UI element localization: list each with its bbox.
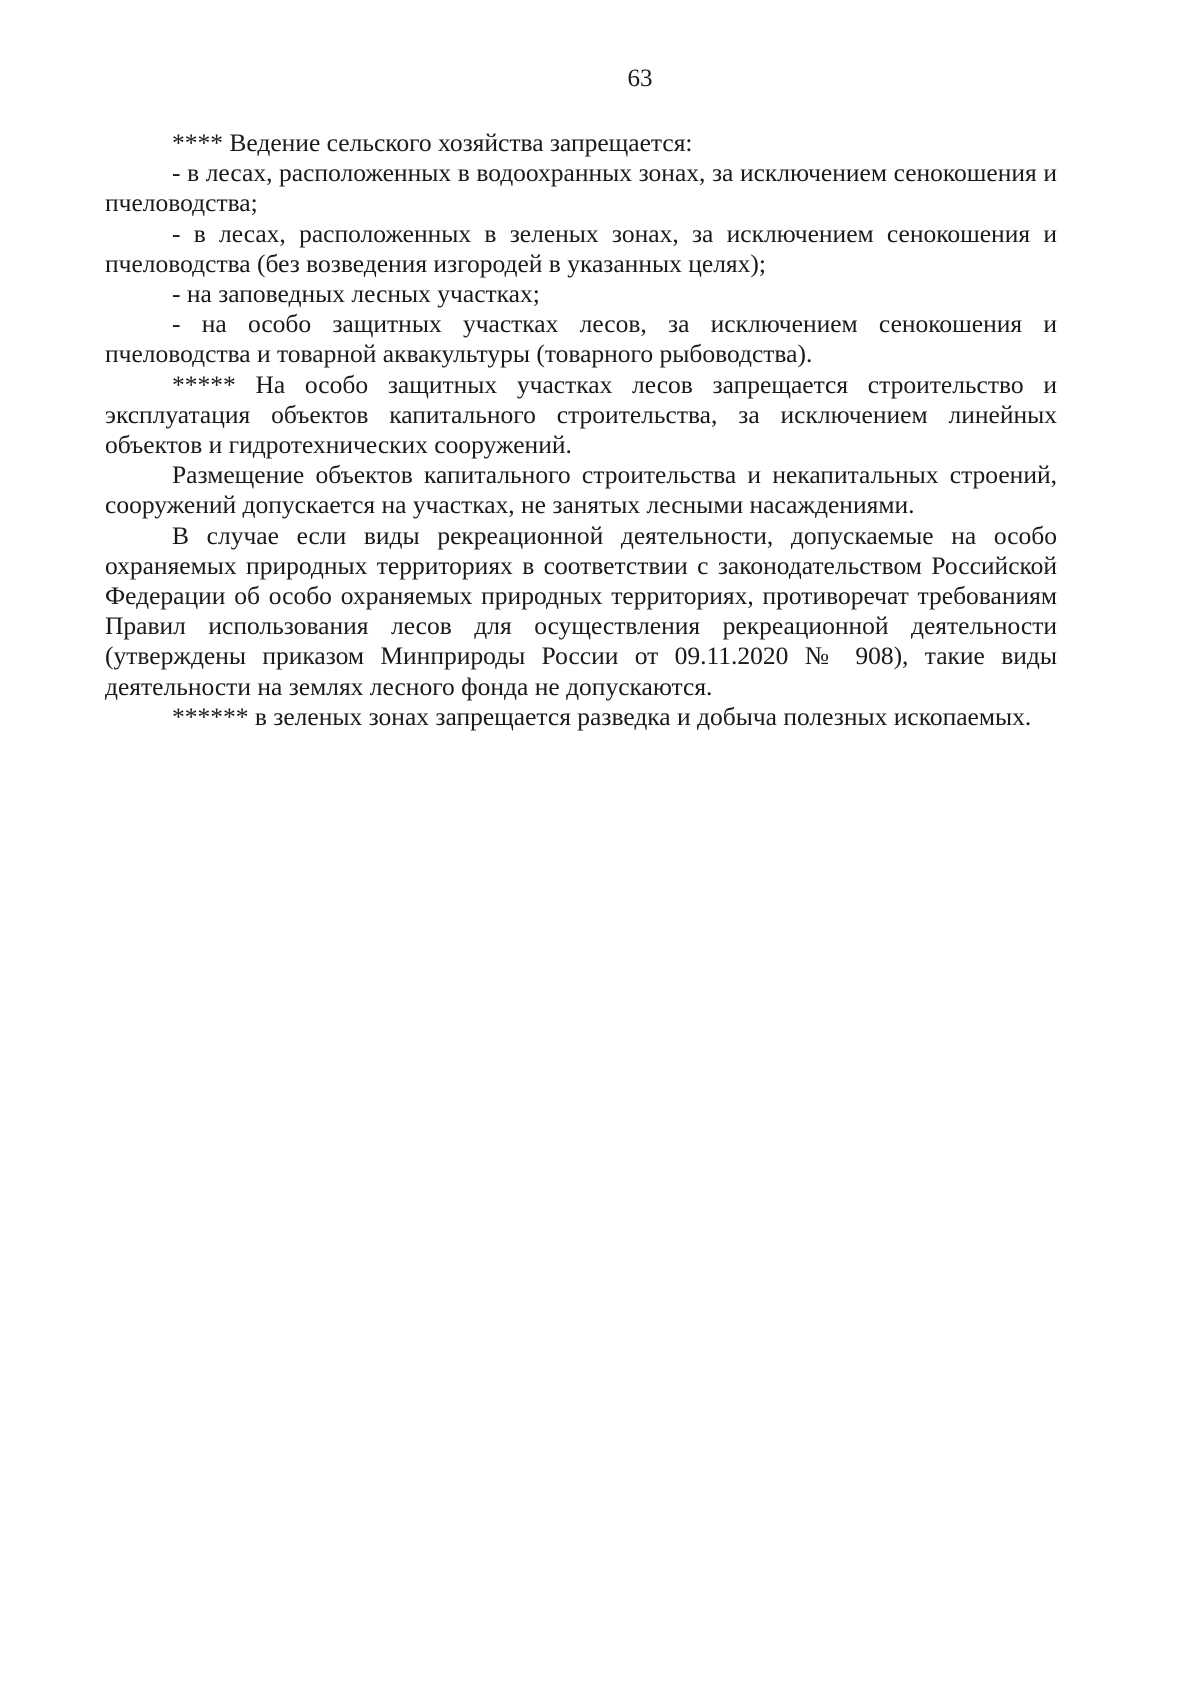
footnote-agriculture-heading: **** Ведение сельского хозяйства запрещается:: [172, 128, 693, 157]
list-item-green-zones: - в лесах, расположенных в зеленых зонах, за исключением сенокошения и пчеловодства (без возведения изгородей в указанных целях);: [105, 218, 1057, 278]
document-body: [105, 128, 1057, 732]
list-item-water-protection-zones: - в лесах, расположенных в водоохранных зонах, за исключением сенокошения и пчеловодства;: [105, 158, 1057, 218]
footnote-construction-ban: ***** На особо защитных участках лесов запрещается строительство и эксплуатация объектов капитального строительства, за исключением линейных объектов и гидротехнических сооружений.: [105, 369, 1057, 460]
paragraph-placement-of-objects: Размещение объектов капитального строительства и некапитальных строений, сооружений допускается на участках, не занятых лесными насаждениями.: [105, 460, 1057, 520]
page-number: 63: [627, 65, 653, 92]
list-item-reserved-plots: - на заповедных лесных участках;: [172, 279, 540, 309]
paragraph-recreational-activity: В случае если виды рекреационной деятельности, допускаемые на особо охраняемых природных территориях в соответствии с законодательством Российской Федерации об особо охраняемых природных территориях, противоречат требованиям Правил использования лесов для осуществления рекреационной деятельности (утверждены приказом Минприроды России от 09.11.2020 № 908), такие виды деятельности на землях лесного фонда не допускаются.: [105, 520, 1057, 701]
footnote-mining-ban: ****** в зеленых зонах запрещается разведка и добыча полезных ископаемых.: [172, 701, 1032, 731]
list-item-specially-protected-plots: - на особо защитных участках лесов, за исключением сенокошения и пчеловодства и товарной аквакультуры (товарного рыбоводства).: [105, 309, 1057, 369]
